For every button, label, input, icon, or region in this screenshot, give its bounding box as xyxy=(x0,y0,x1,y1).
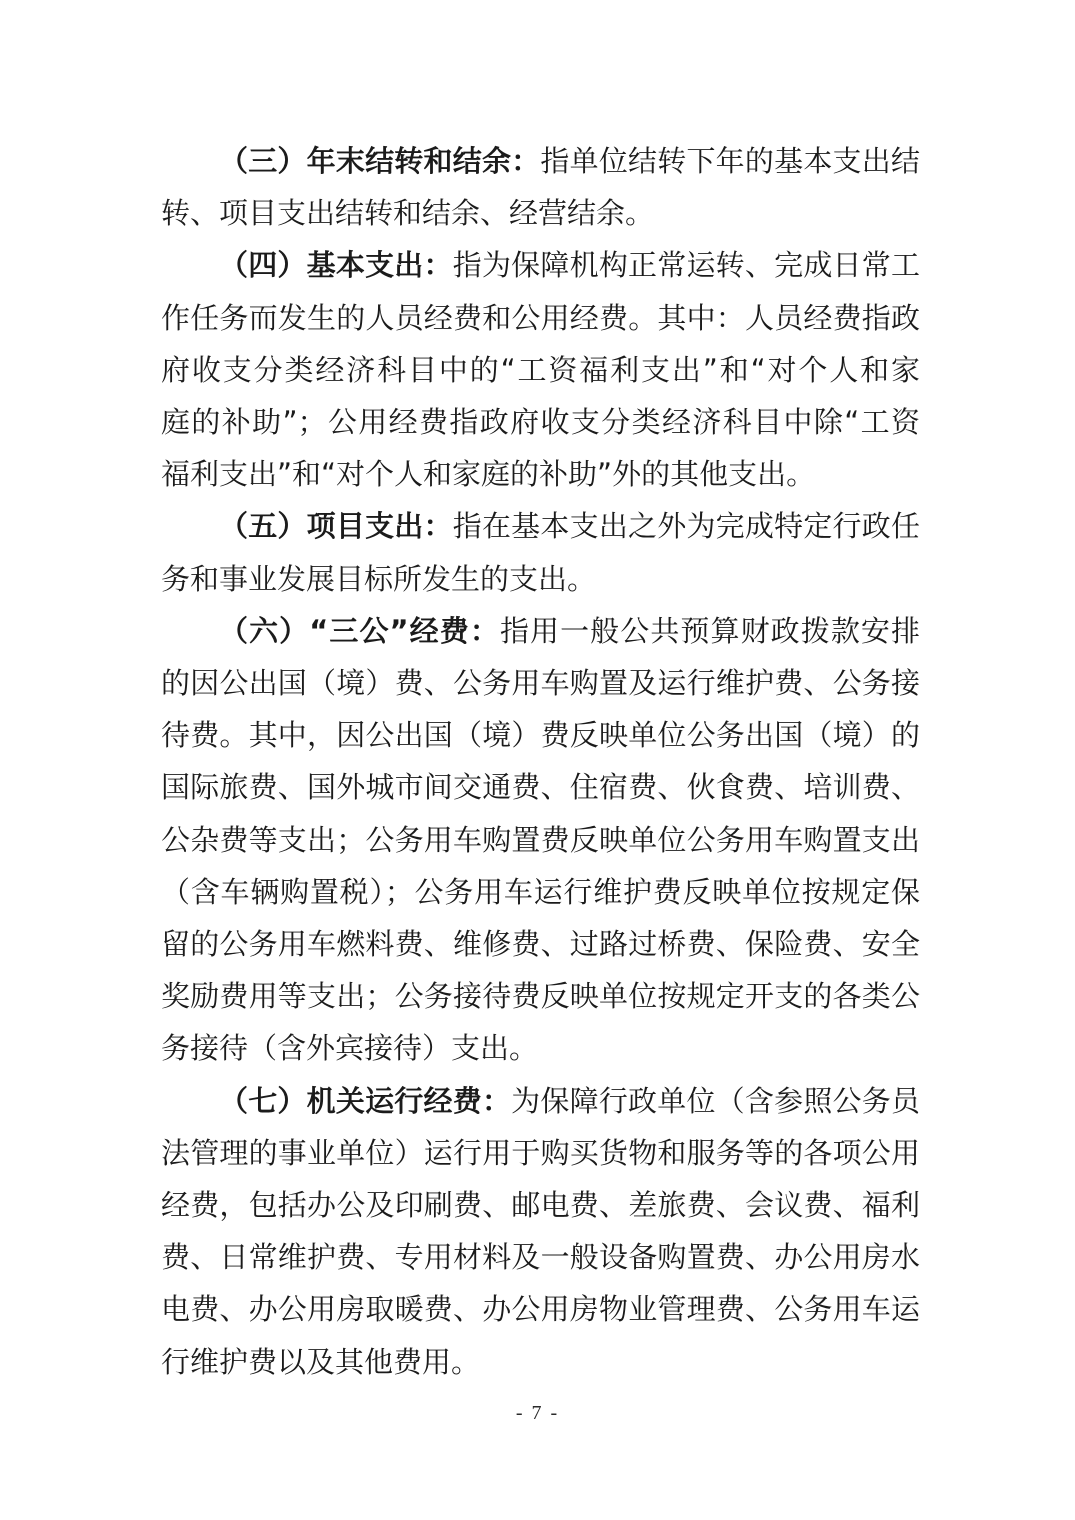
paragraph-heading: （六）“三公”经费： xyxy=(219,613,500,648)
text-line: 转、项目支出结转和结余、经营结余。 xyxy=(161,196,655,231)
document-body xyxy=(161,135,920,1388)
text-line xyxy=(161,239,920,291)
text-line: （含车辆购置税）；公务用车运行维护费反映单位按规定保 xyxy=(161,874,920,909)
paragraph-heading: （三）年末结转和结余： xyxy=(219,144,541,178)
text-line: 法管理的事业单位）运行用于购买货物和服务等的各项公用 xyxy=(161,1135,920,1170)
paragraph-heading: （四）基本支出： xyxy=(219,248,453,283)
text-line: 作任务而发生的人员经费和公用经费。其中：人员经费指政 xyxy=(161,300,920,335)
text-line: 的因公出国（境）费、公务用车购置及运行维护费、公务接 xyxy=(161,666,920,701)
text-line xyxy=(161,135,920,187)
text-line: 庭的补助”；公用经费指政府收支分类经济科目中除“工资 xyxy=(161,405,920,440)
text-line: 待费。其中，因公出国（境）费反映单位公务出国（境）的 xyxy=(161,718,920,753)
text-line: 行维护费以及其他费用。 xyxy=(161,1344,481,1379)
page-number: - 7 - xyxy=(515,1402,560,1424)
text-line: 务和事业发展目标所发生的支出。 xyxy=(161,561,597,596)
text-line: 福利支出”和“对个人和家庭的补助”外的其他支出。 xyxy=(161,457,816,492)
text-line xyxy=(161,500,920,552)
text-line: 留的公务用车燃料费、维修费、过路过桥费、保险费、安全 xyxy=(161,927,920,962)
paragraph-first-line-text: 指单位结转下年的基本支出结 xyxy=(540,144,920,178)
paragraph-heading: （七）机关运行经费： xyxy=(219,1083,512,1118)
text-line xyxy=(161,1075,920,1127)
text-line: 费、日常维护费、专用材料及一般设备购置费、办公用房水 xyxy=(161,1240,920,1275)
text-line: 国际旅费、国外城市间交通费、住宿费、伙食费、培训费、 xyxy=(161,770,920,805)
paragraph-first-line-text: 为保障行政单位（含参照公务员 xyxy=(511,1083,920,1118)
text-line: 府收支分类经济科目中的“工资福利支出”和“对个人和家 xyxy=(161,352,920,387)
text-line: 务接待（含外宾接待）支出。 xyxy=(161,1031,539,1066)
text-line: 经费，包括办公及印刷费、邮电费、差旅费、会议费、福利 xyxy=(161,1188,920,1223)
text-line: 奖励费用等支出；公务接待费反映单位按规定开支的各类公 xyxy=(161,979,920,1014)
text-line: 公杂费等支出；公务用车购置费反映单位公务用车购置支出 xyxy=(161,822,920,857)
paragraph-first-line-text: 指用一般公共预算财政拨款安排 xyxy=(499,613,920,648)
text-line: 电费、办公用房取暖费、办公用房物业管理费、公务用车运 xyxy=(161,1292,920,1327)
paragraph-first-line-text: 指为保障机构正常运转、完成日常工 xyxy=(452,248,920,283)
text-line xyxy=(161,605,920,657)
paragraph-first-line-text: 指在基本支出之外为完成特定行政任 xyxy=(452,509,920,544)
paragraph-heading: （五）项目支出： xyxy=(219,509,453,544)
